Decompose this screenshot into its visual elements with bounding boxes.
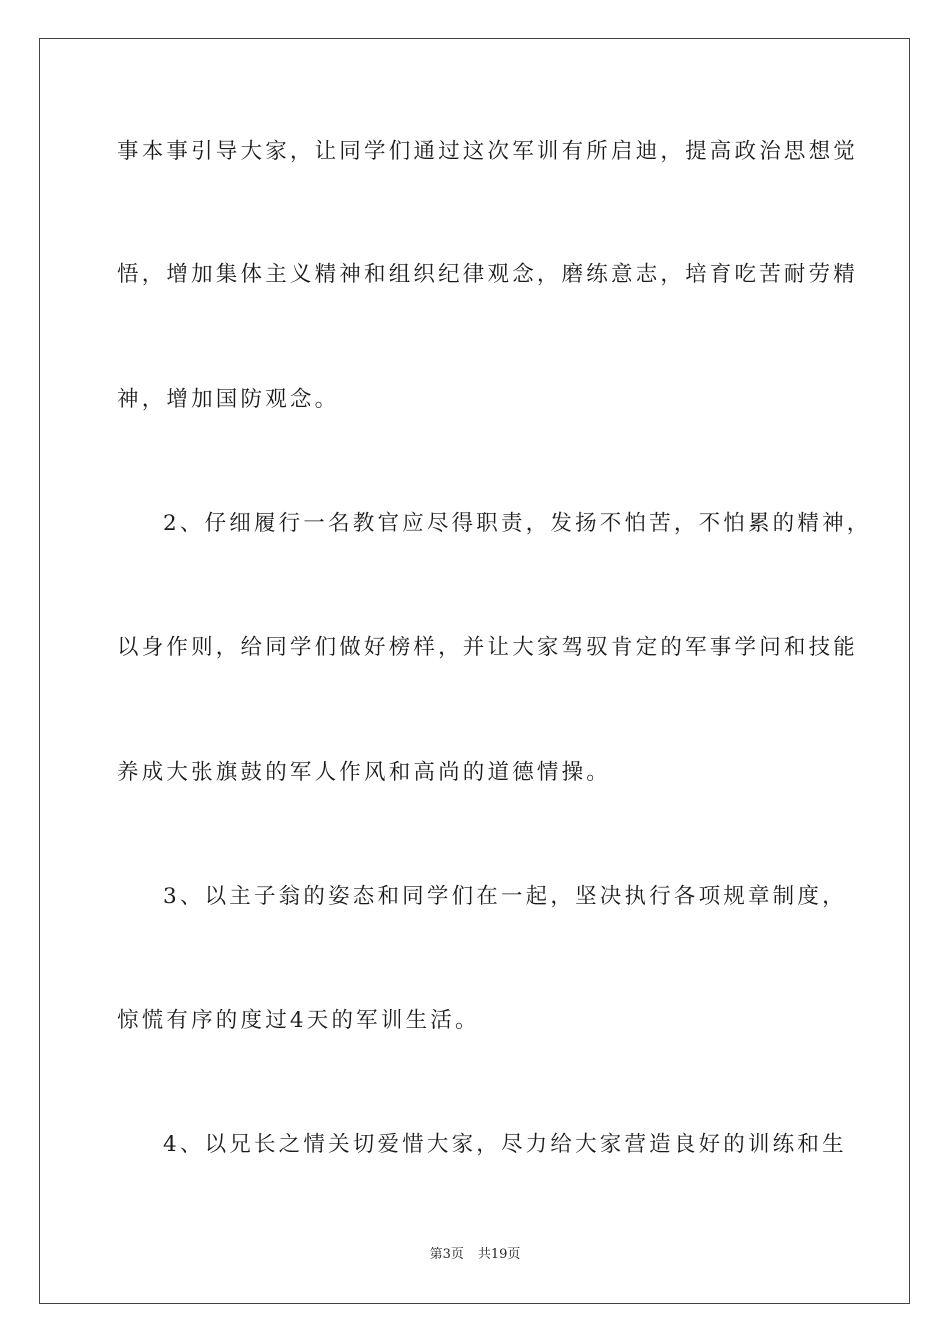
page-footer [0, 1246, 950, 1264]
text-line: 悟，增加集体主义精神和组织纪律观念，磨练意志，培育吃苦耐劳精 [117, 262, 859, 287]
current-page-label: 第3页 [429, 1247, 464, 1262]
total-pages-label: 共19页 [477, 1247, 521, 1262]
text-line: 神，增加国防观念。 [117, 387, 340, 412]
text-line: 养成大张旗鼓的军人作风和高尚的道德情操。 [117, 760, 612, 785]
text-line: 2、仔细履行一名教官应尽得职责，发扬不怕苦，不怕累的精神， [163, 511, 872, 536]
text-line: 4、以兄长之情关切爱惜大家，尽力给大家营造良好的训练和生 [163, 1132, 847, 1157]
page-border [39, 38, 910, 1304]
text-line: 惊慌有序的度过4天的军训生活。 [117, 1008, 480, 1033]
text-line: 事本事引导大家，让同学们通过这次军训有所启迪，提高政治思想觉 [117, 139, 859, 164]
text-line: 3、以主子翁的姿态和同学们在一起，坚决执行各项规章制度， [163, 884, 847, 909]
text-line: 以身作则，给同学们做好榜样，并让大家驾驭肯定的军事学问和技能 [117, 635, 859, 660]
